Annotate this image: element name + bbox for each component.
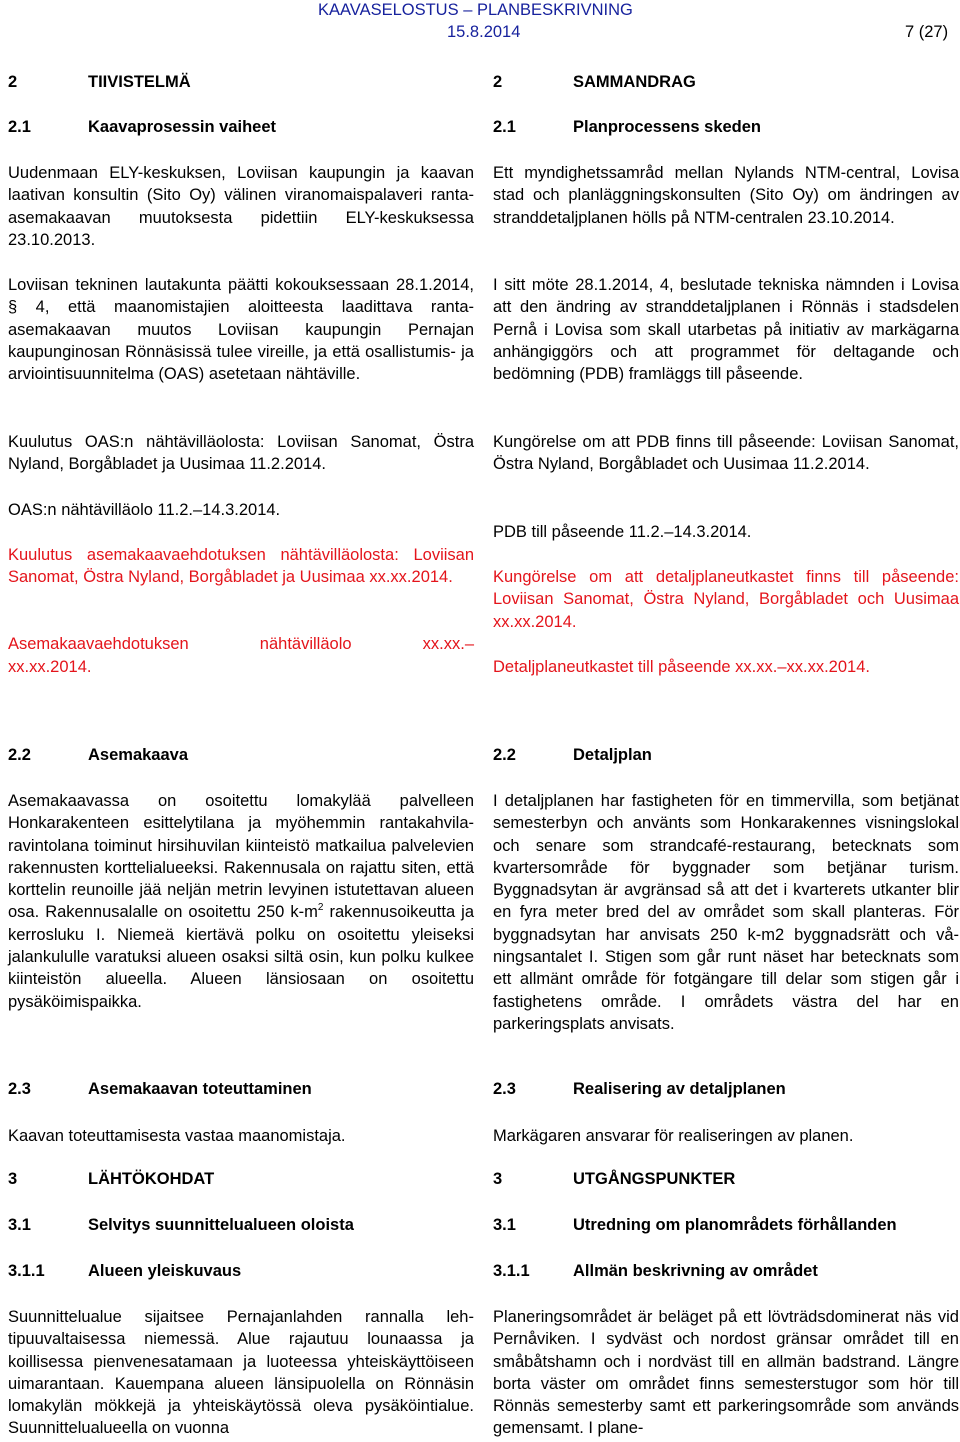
paragraph-oas-nahtavillaolo: OAS:n nähtävilläolo 11.2.–14.3.2014. <box>8 501 281 519</box>
paragraph-ehdotus-nahtavillaolo-end: xx.xx.2014. <box>8 658 92 676</box>
document-title: KAAVASELOSTUS – PLANBESKRIVNING <box>318 1 633 19</box>
paragraph-toteuttaminen: Kaavan toteuttamisesta vastaa maanomistaja. <box>8 1127 346 1145</box>
paragraph-detaljplan: I detaljplanen har fastigheten för en timmervilla, som betjänat semesterbyn och använts som Honkarakennes visningslokal och senare som strandcafé-restaurang, betecknats som kvartersområde för byggnader som betjänar turism. Byggnadsytan är avgränsad så att det i kvarterets utkanter blir en fyra meter bred del av området som skall planteras. För byggnadsytan har anvisats 250 k-m2 byggnadsrätt och våningsantalet I. Stigen som går runt näset har betecknats som ett allmänt område för fotgängare till delar som stigen går i fastighetens område. I områdets västra del har en parkeringsplats anvisats. <box>493 792 959 1033</box>
paragraph-ehdotus-nahtavillaolo: Asemakaavaehdotuksen nähtävilläolo xx.xx.– <box>8 635 474 653</box>
paragraph-kungorelse-pdb: Kungörelse om att PDB finns till påseende: Loviisan Sanomat, Östra Nyland, Borgåbladet och Uusimaa 11.2.2014. <box>493 433 959 474</box>
page-number: 7 (27) <box>905 23 949 41</box>
paragraph-viranomaispalaveri: Uudenmaan ELY-keskuksen, Loviisan kaupungin ja kaavan laativan konsultin (Sito Oy) välinen viranomaispalaveri ranta-asemakaavan muutoksesta pidettiin ELY-keskuksessa 23.10.2013. <box>8 164 474 249</box>
paragraph-pdb-paseende: PDB till påseende 11.2.–14.3.2014. <box>493 523 752 541</box>
paragraph-asemakaava: Asemakaavassa on osoitettu lomakylää palvelleen Honkarakenteen esittelytilana ja myöhemmin rantakahvila-ravintolana toiminut hirsihuvilan kiinteistö matkailua palvelevien rakennusten korttelialueeksi. Rakennusala on rajattu siten, että korttelin reunoille jää neljän metrin levyinen istutettavan alueen osa. Rakennusalalle on osoitettu 250 $k-m^2$ rakennusoikeutta ja kerrosluku I. Niemeä kiertävä polku on osoitettu yleiseksi jalankululle varatuksi alueen osaksi siltä osin, kun polku kulkee kiinteistön alueella. Alueen länsiosaan on osoitettu pysäköimispaikka. <box>8 792 474 1011</box>
paragraph-realisering: Markägaren ansvarar för realiseringen av planen. <box>493 1127 854 1145</box>
paragraph-utkast-paseende: Detaljplaneutkastet till påseende xx.xx.–xx.xx.2014. <box>493 658 870 676</box>
paragraph-allman-beskrivning: Planeringsområdet är beläget på ett lövträdsdominerat näs vid Pernåviken. I sydväst och nordost gränsar området till en småbåtshamn och i nordväst till en allmän badstrand. Längre borta väster om området finns semesterstugor som hör till Rönnäs semesterby samt ett parkeringsområde som används gemensamt. I plane- <box>493 1308 959 1438</box>
paragraph-kuulutus-oas: Kuulutus OAS:n nähtävilläolosta: Loviisan Sanomat, Östra Nyland, Borgåbladet ja Uusimaa 11.2.2014. <box>8 433 474 474</box>
document-date: 15.8.2014 <box>447 23 521 41</box>
paragraph-yleiskuvaus: Suunnittelualue sijaitsee Pernajanlahden rannalla lehtipuuvaltaisessa niemessä. Alue rajautuu lounaassa ja koillisessa pienvenesatamaan ja luoteessa yhteiskäyttöiseen uimarantaan. Kauempana alueen länsipuolella on Rönnäsin lomakylän mökkejä ja yhteiskäytössä oleva pysäköintialue. Suunnittelualueella on vuonna <box>8 1308 474 1438</box>
paragraph-kuulutus-ehdotus: Kuulutus asemakaavaehdotuksen nähtävilläolosta: Loviisan Sanomat, Östra Nyland, Borgåbladet ja Uusimaa xx.xx.2014. <box>8 546 474 587</box>
paragraph-myndighetssamrad: Ett myndighetssamråd mellan Nylands NTM-central, Lovisa stad och planläggningskonsulten (Sito Oy) om ändringen av stranddetaljplanen hölls på NTM-centralen 23.10.2014. <box>493 164 959 227</box>
paragraph-tekniska-namnden: I sitt möte 28.1.2014, 4, beslutade tekniska nämnden i Lovisa att den ändring av stranddetaljplanen i Rönnäs i stadsdelen Pernå i Lovisa som skall utarbetas på initiativ av markägarna anhängiggörs och att programmet för deltagande och bedömning (PDB) framläggs till påseende. <box>493 276 959 384</box>
paragraph-kungorelse-utkast: Kungörelse om att detaljplaneutkastet finns till påseende: Loviisan Sanomat, Östra Nyland, Borgåbladet och Uusimaa xx.xx.2014. <box>493 568 959 631</box>
paragraph-lautakunta: Loviisan tekninen lautakunta päätti kokouksessaan 28.1.2014, § 4, että maanomistajien aloitteesta laadittava ranta-asemakaavan muutos Loviisan kaupungin Pernajan kaupunginosan Rönnäsissä tulee vireille, ja että osallistumis- ja arviointisuunnitelma (OAS) asetetaan nähtäville. <box>8 276 474 384</box>
page-header <box>0 0 960 45</box>
